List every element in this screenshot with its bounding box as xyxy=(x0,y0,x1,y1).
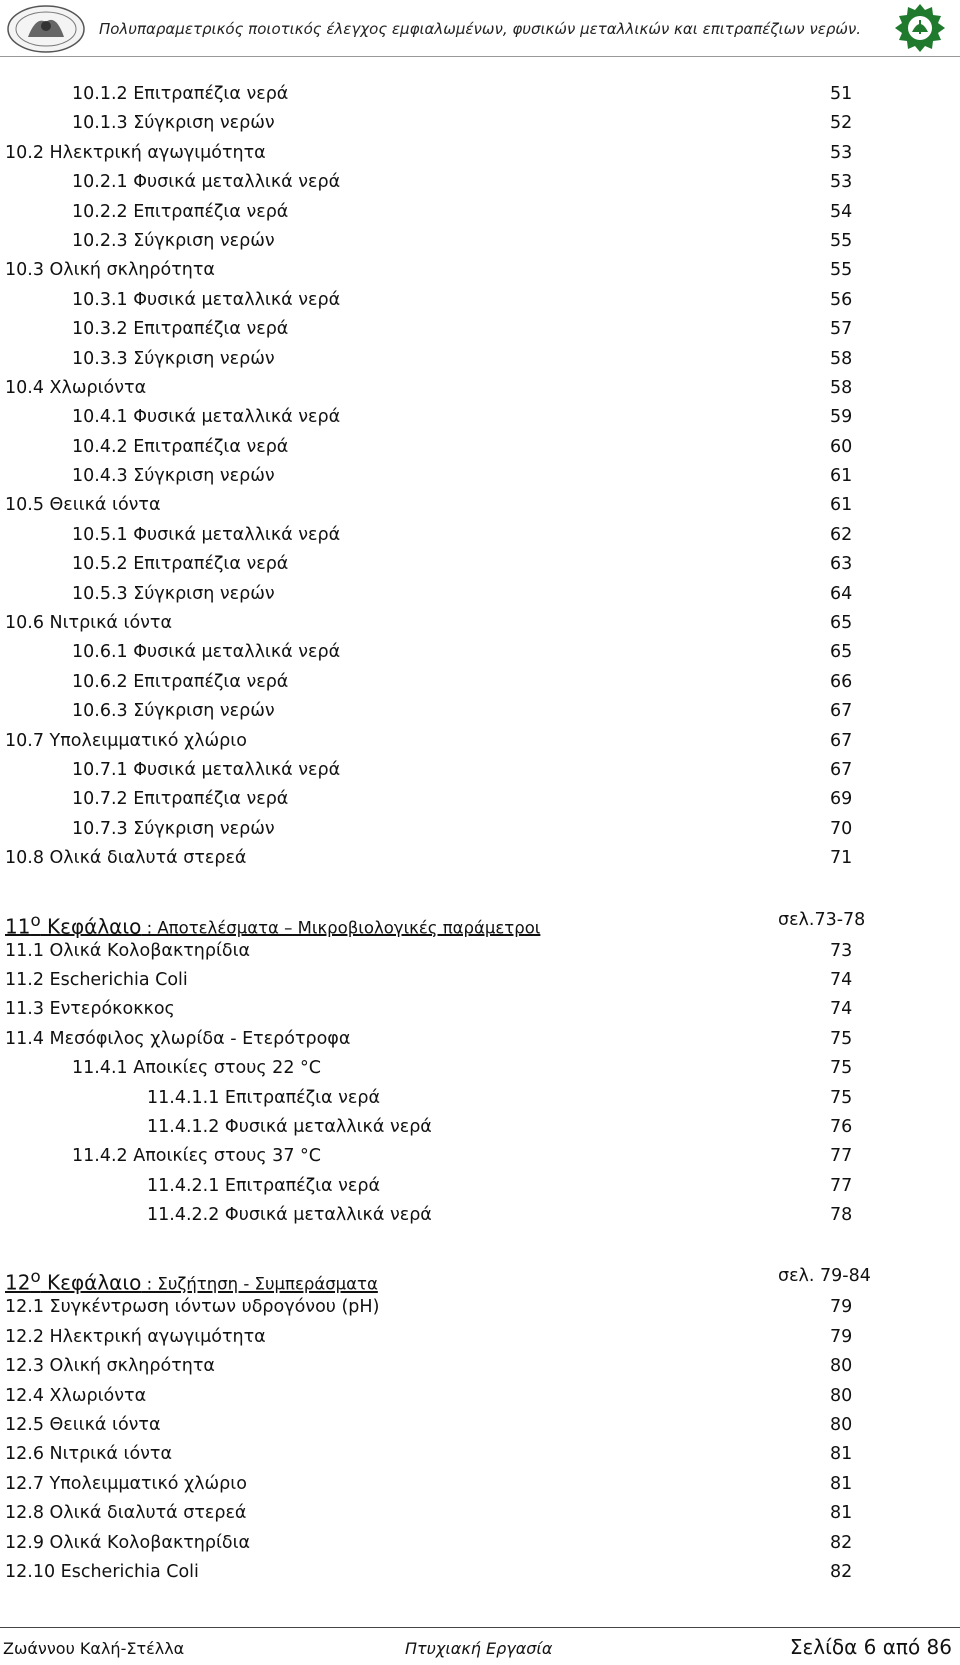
toc-entry-title: 10.7.3 Σύγκριση νερών xyxy=(72,818,275,839)
chapter-page-range: σελ.73-78 xyxy=(778,909,866,930)
toc-entry-page: 56 xyxy=(830,289,853,310)
toc-entry-title: 10.3.1 Φυσικά μεταλλικά νερά xyxy=(72,289,341,310)
toc-entry xyxy=(0,1411,960,1440)
toc-entry-page: 80 xyxy=(830,1356,853,1377)
toc-entry-title: 12.10 Escherichia Coli xyxy=(5,1561,199,1582)
toc-entry-title: 10.4.2 Επιτραπέζια νερά xyxy=(72,436,289,457)
toc-entry-page: 61 xyxy=(830,495,853,516)
header-title: Πολυπαραμετρικός ποιοτικός έλεγχος εμφιαλωμένων, φυσικών μεταλλικών και επιτραπέζιων νερών. xyxy=(98,20,862,38)
toc-entry-title: 10.6.3 Σύγκριση νερών xyxy=(72,701,275,722)
toc-entry-page: 55 xyxy=(830,260,853,281)
toc-entry xyxy=(0,756,960,785)
toc-entry xyxy=(0,995,960,1024)
toc-entry-page: 60 xyxy=(830,436,853,457)
toc-entry xyxy=(0,697,960,726)
toc-entry xyxy=(0,109,960,138)
toc-entry-page: 77 xyxy=(830,1175,853,1196)
toc-entry-page: 66 xyxy=(830,671,853,692)
toc-entry-title: 10.2.3 Σύγκριση νερών xyxy=(72,230,275,251)
toc-entry-title: 11.1 Ολικά Κολοβακτηρίδια xyxy=(5,940,251,961)
toc-entry xyxy=(0,521,960,550)
chapter-page-range: σελ. 79-84 xyxy=(778,1266,871,1287)
toc-entry xyxy=(0,1323,960,1352)
header-divider xyxy=(0,56,960,57)
toc-entry xyxy=(0,1113,960,1142)
toc-entry-page: 67 xyxy=(830,701,853,722)
toc-entry-title: 10.2.2 Επιτραπέζια νερά xyxy=(72,201,289,222)
toc-entry-page: 82 xyxy=(830,1561,853,1582)
toc-entry xyxy=(0,227,960,256)
toc-entry-page: 54 xyxy=(830,201,853,222)
toc-entry xyxy=(0,1558,960,1587)
toc-entry xyxy=(0,462,960,491)
toc-entry-title: 10.3.2 Επιτραπέζια νερά xyxy=(72,319,289,340)
toc-entry-page: 70 xyxy=(830,818,853,839)
table-of-contents xyxy=(0,80,960,1587)
toc-entry-title: 12.2 Ηλεκτρική αγωγιμότητα xyxy=(5,1326,266,1347)
toc-entry xyxy=(0,937,960,966)
toc-entry-title: 11.4 Μεσόφιλος χλωρίδα - Ετερότροφα xyxy=(5,1028,351,1049)
footer-author: Ζωάννου Καλή-Στέλλα xyxy=(3,1639,185,1658)
toc-entry-page: 67 xyxy=(830,730,853,751)
toc-entry-title: 10.3.3 Σύγκριση νερών xyxy=(72,348,275,369)
toc-entry-page: 59 xyxy=(830,407,853,428)
chapter-heading xyxy=(0,1260,960,1296)
toc-entry-page: 63 xyxy=(830,554,853,575)
toc-entry xyxy=(0,256,960,285)
toc-entry-title: 10.6 Νιτρικά ιόντα xyxy=(5,613,172,634)
toc-entry-page: 64 xyxy=(830,583,853,604)
institution-logo-icon xyxy=(892,2,948,58)
toc-entry-title: 11.4.2.1 Επιτραπέζια νερά xyxy=(147,1175,381,1196)
toc-entry xyxy=(0,966,960,995)
toc-entry-title: 12.1 Συγκέντρωση ιόντων υδρογόνου (pH) xyxy=(5,1297,380,1318)
toc-entry-title: 10.1.2 Επιτραπέζια νερά xyxy=(72,84,289,104)
toc-entry-page: 65 xyxy=(830,613,853,634)
toc-entry-page: 69 xyxy=(830,789,853,810)
footer-page-number: Σελίδα 6 από 86 xyxy=(789,1635,952,1659)
toc-entry xyxy=(0,1084,960,1113)
chapter-subtitle: : Αποτελέσματα – Μικροβιολογικές παράμετροι xyxy=(141,918,541,938)
toc-entry-title: 11.4.1.1 Επιτραπέζια νερά xyxy=(147,1087,381,1108)
toc-entry xyxy=(0,638,960,667)
toc-entry-title: 12.3 Ολική σκληρότητα xyxy=(5,1356,215,1377)
toc-entry-title: 10.4.1 Φυσικά μεταλλικά νερά xyxy=(72,407,341,428)
toc-entry-page: 81 xyxy=(830,1503,853,1524)
toc-entry-title: 10.2.1 Φυσικά μεταλλικά νερά xyxy=(72,172,341,193)
toc-entry-page: 82 xyxy=(830,1532,853,1553)
toc-entry-page: 77 xyxy=(830,1146,853,1167)
toc-entry xyxy=(0,374,960,403)
toc-entry xyxy=(0,580,960,609)
toc-entry-page: 75 xyxy=(830,1028,853,1049)
toc-entry-page: 53 xyxy=(830,172,853,193)
toc-entry-title: 10.6.1 Φυσικά μεταλλικά νερά xyxy=(72,642,341,663)
toc-entry-page: 81 xyxy=(830,1444,853,1465)
toc-entry-page: 73 xyxy=(830,940,853,961)
toc-entry-title: 10.5.3 Σύγκριση νερών xyxy=(72,583,275,604)
toc-entry-title: 10.3 Ολική σκληρότητα xyxy=(5,260,215,281)
footer-doc-type: Πτυχιακή Εργασία xyxy=(405,1639,553,1658)
toc-entry xyxy=(0,668,960,697)
toc-entry-page: 71 xyxy=(830,848,853,869)
toc-entry-page: 75 xyxy=(830,1058,853,1079)
toc-entry xyxy=(0,1293,960,1322)
toc-entry-page: 74 xyxy=(830,969,853,990)
footer-divider xyxy=(0,1627,960,1628)
toc-entry-page: 53 xyxy=(830,142,853,163)
toc-entry xyxy=(0,198,960,227)
toc-entry xyxy=(0,433,960,462)
toc-entry-title: 12.8 Ολικά διαλυτά στερεά xyxy=(5,1503,247,1524)
chapter-number: 11 xyxy=(5,914,31,939)
toc-entry xyxy=(0,286,960,315)
toc-entry xyxy=(0,1499,960,1528)
toc-entry-page: 51 xyxy=(830,84,853,104)
toc-entry-title: 10.8 Ολικά διαλυτά στερεά xyxy=(5,848,247,869)
toc-entry-title: 10.1.3 Σύγκριση νερών xyxy=(72,113,275,134)
toc-entry-page: 79 xyxy=(830,1297,853,1318)
toc-entry xyxy=(0,727,960,756)
toc-entry xyxy=(0,815,960,844)
toc-entry-title: 10.4 Χλωριόντα xyxy=(5,377,147,398)
toc-entry xyxy=(0,1142,960,1171)
toc-entry-title: 12.6 Νιτρικά ιόντα xyxy=(5,1444,172,1465)
toc-entry-page: 76 xyxy=(830,1116,853,1137)
toc-entry xyxy=(0,491,960,520)
toc-entry-page: 81 xyxy=(830,1473,853,1494)
toc-entry xyxy=(0,80,960,109)
toc-entry-page: 57 xyxy=(830,319,853,340)
toc-entry-title: 11.4.1 Αποικίες στους 22 °C xyxy=(72,1058,321,1079)
toc-entry-title: 12.9 Ολικά Κολοβακτηρίδια xyxy=(5,1532,251,1553)
chapter-heading xyxy=(0,904,960,937)
chapter-word: Κεφάλαιο xyxy=(47,914,142,939)
toc-entry xyxy=(0,345,960,374)
toc-entry-page: 52 xyxy=(830,113,853,134)
toc-entry-page: 58 xyxy=(830,348,853,369)
toc-entry-page: 55 xyxy=(830,230,853,251)
toc-entry-page: 62 xyxy=(830,524,853,545)
toc-entry-title: 10.7 Υπολειμματικό χλώριο xyxy=(5,730,247,751)
toc-entry xyxy=(0,550,960,579)
toc-entry xyxy=(0,1054,960,1083)
section-gap xyxy=(0,1230,960,1260)
chapter-word: Κεφάλαιο xyxy=(47,1271,142,1296)
toc-entry xyxy=(0,1529,960,1558)
toc-entry-page: 74 xyxy=(830,999,853,1020)
toc-entry xyxy=(0,403,960,432)
toc-entry xyxy=(0,168,960,197)
toc-entry-title: 10.7.1 Φυσικά μεταλλικά νερά xyxy=(72,759,341,780)
toc-entry xyxy=(0,1440,960,1469)
toc-entry-page: 61 xyxy=(830,466,853,487)
toc-entry xyxy=(0,1025,960,1054)
toc-entry xyxy=(0,315,960,344)
toc-entry-title: 10.5.2 Επιτραπέζια νερά xyxy=(72,554,289,575)
chapter-ordinal: ο xyxy=(30,1267,41,1287)
toc-entry xyxy=(0,1470,960,1499)
toc-entry-title: 10.6.2 Επιτραπέζια νερά xyxy=(72,671,289,692)
toc-entry xyxy=(0,1352,960,1381)
toc-entry-title: 11.4.2.2 Φυσικά μεταλλικά νερά xyxy=(147,1205,432,1226)
toc-entry xyxy=(0,1201,960,1230)
toc-entry-title: 11.4.1.2 Φυσικά μεταλλικά νερά xyxy=(147,1116,432,1137)
toc-entry-page: 58 xyxy=(830,377,853,398)
toc-entry xyxy=(0,844,960,873)
toc-entry-title: 10.7.2 Επιτραπέζια νερά xyxy=(72,789,289,810)
page-header xyxy=(0,0,960,62)
toc-entry xyxy=(0,139,960,168)
toc-entry-page: 79 xyxy=(830,1326,853,1347)
page-footer xyxy=(0,1625,960,1665)
toc-entry-title: 10.4.3 Σύγκριση νερών xyxy=(72,466,275,487)
chapter-ordinal: ο xyxy=(30,910,41,930)
toc-entry-title: 10.5.1 Φυσικά μεταλλικά νερά xyxy=(72,524,341,545)
toc-entry-page: 78 xyxy=(830,1205,853,1226)
toc-entry xyxy=(0,785,960,814)
toc-entry-page: 67 xyxy=(830,759,853,780)
chapter-subtitle: : Συζήτηση - Συμπεράσματα xyxy=(141,1275,378,1295)
toc-entry xyxy=(0,1172,960,1201)
toc-entry-title: 12.7 Υπολειμματικό χλώριο xyxy=(5,1473,247,1494)
toc-entry-title: 12.5 Θειικά ιόντα xyxy=(5,1415,161,1436)
toc-entry xyxy=(0,1382,960,1411)
toc-entry-page: 75 xyxy=(830,1087,853,1108)
toc-entry-title: 10.2 Ηλεκτρική αγωγιμότητα xyxy=(5,142,266,163)
toc-entry-title: 12.4 Χλωριόντα xyxy=(5,1385,147,1406)
toc-entry xyxy=(0,609,960,638)
toc-entry-title: 10.5 Θειικά ιόντα xyxy=(5,495,161,516)
toc-entry-title: 11.2 Escherichia Coli xyxy=(5,969,188,990)
toc-entry-page: 65 xyxy=(830,642,853,663)
section-gap xyxy=(0,874,960,904)
toc-entry-page: 80 xyxy=(830,1415,853,1436)
chapter-number: 12 xyxy=(5,1271,31,1296)
toc-entry-title: 11.4.2 Αποικίες στους 37 °C xyxy=(72,1146,321,1167)
toc-entry-page: 80 xyxy=(830,1385,853,1406)
toc-entry-title: 11.3 Εντερόκοκκος xyxy=(5,999,175,1020)
